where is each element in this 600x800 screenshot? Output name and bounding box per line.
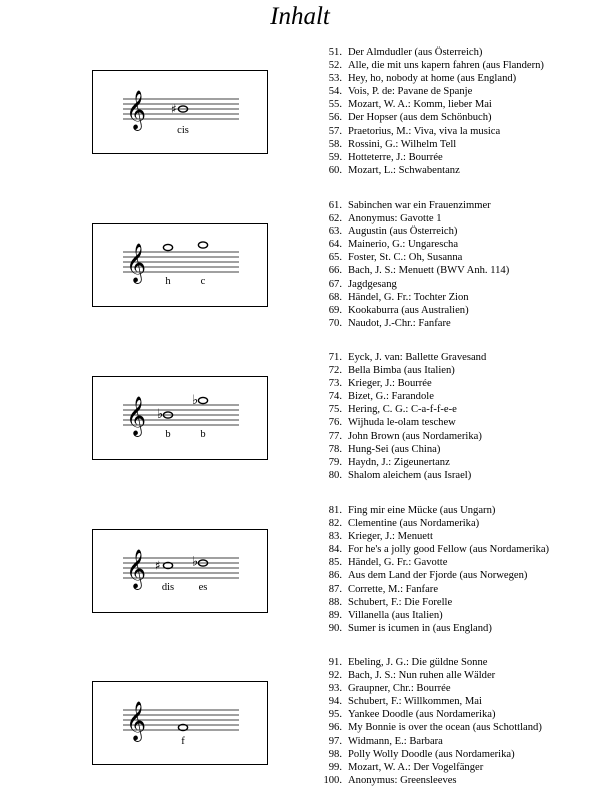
whole-note-icon — [198, 397, 207, 403]
list-item[interactable]: 88. Schubert, F.: Die Forelle — [328, 596, 453, 608]
fingering-box-f — [92, 681, 268, 765]
treble-clef-icon: 𝄞 — [126, 396, 147, 436]
note-label-dis: dis — [161, 582, 175, 593]
list-item[interactable]: 75. Hering, C. G.: C-a-f-f-e-e — [328, 404, 457, 416]
list-item[interactable]: 86. Aus dem Land der Fjorde (aus Norwegen) — [328, 570, 528, 582]
staff-h-c — [93, 224, 269, 308]
list-item[interactable]: 91. Ebeling, J. G.: Die güldne Sonne — [328, 657, 488, 668]
treble-clef-icon: 𝄞 — [126, 701, 147, 741]
list-item[interactable]: 97. Widmann, E.: Barbara — [328, 735, 443, 747]
list-item[interactable]: 76. Wijhuda le-olam teschew — [328, 417, 456, 429]
list-item[interactable]: 61. Sabinchen war ein Frauenzimmer — [328, 200, 491, 211]
list-item[interactable]: 87. Corrette, M.: Fanfare — [328, 583, 439, 595]
whole-note-icon — [163, 244, 172, 250]
note-label-b-high: b — [200, 429, 206, 440]
list-item[interactable]: 84. For he's a jolly good Fellow (aus Nordamerika) — [328, 544, 550, 556]
list-item[interactable]: 80. Shalom aleichem (aus Israel) — [328, 469, 472, 481]
list-item[interactable]: 63. Augustin (aus Österreich) — [328, 226, 458, 238]
treble-clef-icon: 𝄞 — [126, 243, 147, 283]
list-item[interactable]: 57. Praetorius, M.: Viva, viva la musica — [328, 125, 501, 137]
list-item[interactable]: 68. Händel, G. Fr.: Tochter Zion — [328, 291, 469, 303]
fingering-box-cis — [92, 70, 268, 154]
list-item[interactable]: 70. Naudot, J.-Chr.: Fanfare — [328, 317, 451, 329]
piece-list-81-90 — [318, 504, 549, 635]
list-item[interactable]: 56. Der Hopser (aus dem Schönbuch) — [328, 112, 492, 124]
list-item[interactable]: 95. Yankee Doodle (aus Nordamerika) — [328, 709, 496, 721]
list-item[interactable]: 73. Krieger, J.: Bourrée — [328, 378, 432, 390]
fingering-box-b-b — [92, 376, 268, 460]
list-item[interactable]: 54. Vois, P. de: Pavane de Spanje — [328, 86, 473, 98]
list-item[interactable]: 62. Anonymus: Gavotte 1 — [328, 213, 442, 225]
flat-icon: ♭ — [192, 554, 199, 570]
list-item[interactable]: 81. Fing mir eine Mücke (aus Ungarn) — [328, 505, 496, 516]
list-item[interactable]: 52. Alle, die mit uns kapern fahren (aus Flandern) — [328, 60, 544, 72]
list-item[interactable]: 66. Bach, J. S.: Menuett (BWV Anh. 114) — [328, 265, 510, 277]
staff-dis-es — [93, 530, 269, 614]
note-label-b: b — [165, 429, 171, 440]
list-item[interactable]: 83. Krieger, J.: Menuett — [328, 531, 433, 543]
flat-icon: ♭ — [157, 407, 164, 422]
whole-note-icon — [198, 242, 207, 248]
note-label-es: es — [198, 582, 208, 593]
piece-list-51-60 — [318, 46, 544, 177]
staff-cis — [93, 71, 269, 155]
list-item[interactable]: 65. Foster, St. C.: Oh, Susanna — [328, 252, 463, 264]
list-item[interactable]: 82. Clementine (aus Nordamerika) — [328, 518, 480, 530]
piece-list-91-100 — [318, 656, 542, 787]
list-item[interactable]: 96. My Bonnie is over the ocean (aus Schottland) — [328, 722, 542, 734]
sharp-icon: ♯ — [155, 558, 161, 573]
treble-clef-icon: 𝄞 — [126, 549, 147, 589]
list-item[interactable]: 64. Mainerio, G.: Ungarescha — [328, 239, 459, 251]
list-item[interactable]: 93. Graupner, Chr.: Bourrée — [328, 683, 451, 695]
list-item[interactable]: 100. Anonymus: Greensleeves — [323, 774, 457, 786]
list-item[interactable]: 99. Mozart, W. A.: Der Vogelfänger — [328, 761, 484, 773]
list-item[interactable]: 85. Händel, G. Fr.: Gavotte — [328, 557, 448, 569]
note-label-f: f — [181, 736, 185, 747]
list-item[interactable]: 72. Bella Bimba (aus Italien) — [328, 365, 455, 377]
list-item[interactable]: 58. Rossini, G.: Wilhelm Tell — [328, 138, 457, 150]
fingering-box-h-c — [92, 223, 268, 307]
staff-b-b — [93, 377, 269, 461]
list-item[interactable]: 69. Kookaburra (aus Australien) — [328, 304, 469, 316]
list-item[interactable]: 77. John Brown (aus Nordamerika) — [328, 430, 482, 442]
list-item[interactable]: 98. Polly Wolly Doodle (aus Nordamerika) — [328, 748, 515, 760]
list-item[interactable]: 60. Mozart, L.: Schwabentanz — [328, 164, 460, 176]
list-item[interactable]: 78. Hung-Sei (aus China) — [328, 443, 441, 455]
list-item[interactable]: 94. Schubert, F.: Willkommen, Mai — [328, 696, 482, 708]
list-item[interactable]: 92. Bach, J. S.: Nun ruhen alle Wälder — [328, 670, 496, 682]
treble-clef-icon: 𝄞 — [126, 90, 147, 130]
list-item[interactable]: 59. Hotteterre, J.: Bourrée — [328, 151, 443, 163]
list-item[interactable]: 51. Der Almdudler (aus Österreich) — [328, 47, 483, 58]
note-label-c: c — [200, 276, 206, 287]
list-item[interactable]: 79. Haydn, J.: Zigeunertanz — [328, 456, 450, 468]
sharp-icon: ♯ — [171, 102, 177, 116]
staff-f — [93, 682, 269, 766]
note-label-h: h — [165, 276, 171, 287]
list-item[interactable]: 67. Jagdgesang — [328, 278, 397, 290]
list-item[interactable]: 90. Sumer is icumen in (aus England) — [328, 622, 492, 634]
piece-list-71-80 — [318, 351, 486, 482]
list-item[interactable]: 74. Bizet, G.: Farandole — [328, 391, 434, 403]
list-item[interactable]: 89. Villanella (aus Italien) — [328, 609, 443, 621]
note-label-cis: cis — [177, 125, 189, 136]
flat-icon: ♭ — [192, 393, 199, 408]
page-title: Inhalt — [270, 3, 330, 30]
list-item[interactable]: 53. Hey, ho, nobody at home (aus England) — [328, 73, 517, 85]
list-item[interactable]: 71. Eyck, J. van: Ballette Gravesand — [328, 352, 487, 363]
piece-list-61-70 — [318, 199, 509, 330]
list-item[interactable]: 55. Mozart, W. A.: Komm, lieber Mai — [328, 99, 492, 111]
fingering-box-dis-es — [92, 529, 268, 613]
